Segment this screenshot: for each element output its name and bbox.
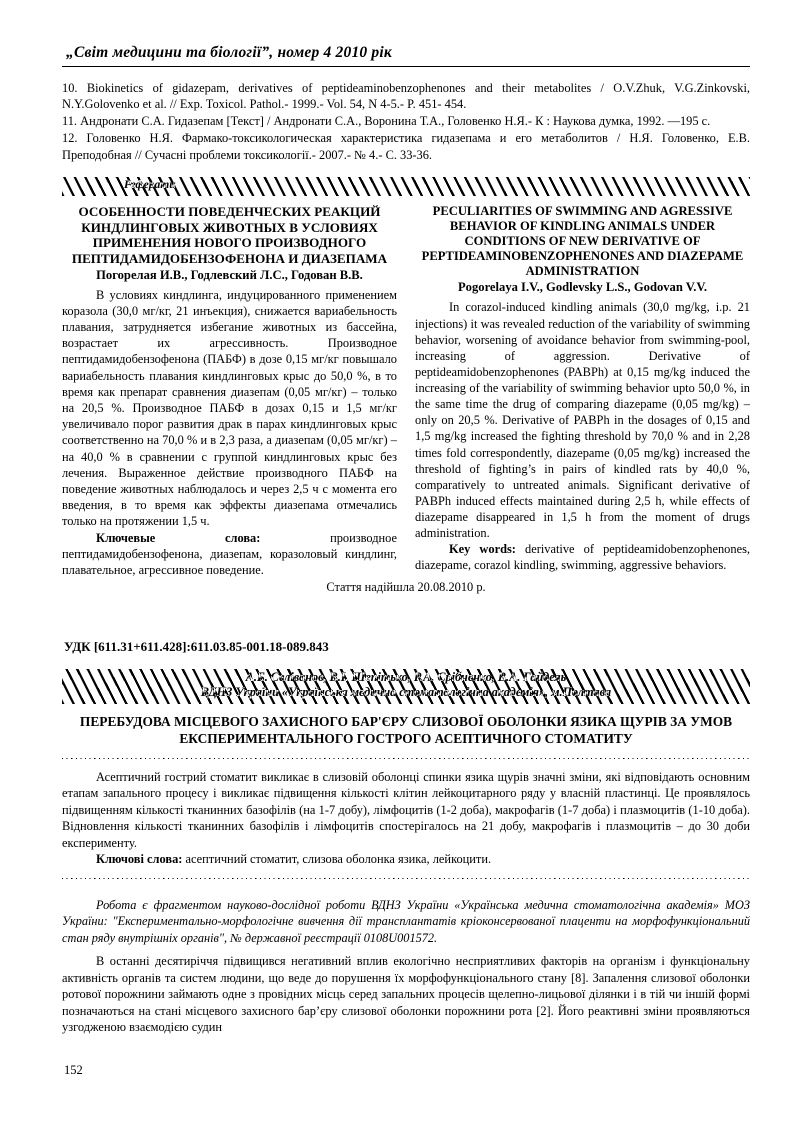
article1-authors-en: Pogorelaya I.V., Godlevsky L.S., Godovan V.V. <box>457 280 708 295</box>
funding-note: Робота є фрагментом науково-дослідної роботи ВДНЗ України «Українська медична стоматологічна академія» МОЗ України: "Експериментально-морфологічне вивчення дії трансплантатів кріоконсервованої плаценти на морфофункціональний стан ряду внутрішніх органів", № державної реєстрації 0108U001572. <box>62 897 750 945</box>
reference-item: 10. Biokinetics of gidazepam, derivatives of peptideaminobenzophenones and their metabolites / O.V.Zhuk, V.G.Zinkovski, N.Y.Golovenko et al. // Exp. Toxicol. Pathol.- 1999.- Vol. 54, N 4-5.- P. 451- 454. <box>62 81 750 112</box>
article1-title-en: PECULIARITIES OF SWIMMING AND AGRESSIVE BEHAVIOR OF KINDLING ANIMALS UNDER CONDITIONS OF NEW DERIVATIVE OF PEPTIDEAMINOBENZOPHENONES AND DIAZEPAME ADMINISTRATION <box>421 203 744 279</box>
article2-affiliation: ВДНЗ України «Українська медична стоматологічна академія», м.Полтава <box>200 685 612 700</box>
wave-divider-bottom <box>62 875 750 882</box>
page-number: 152 <box>64 1063 83 1077</box>
authors-band <box>62 669 750 704</box>
keywords-text-ru: производное пептидамидобензофенона, диазепам, коразоловый киндлинг, плавательное, агрессивное поведение. <box>62 530 397 577</box>
keywords-label-en: Key words: <box>449 542 516 557</box>
article2-keywords <box>62 851 750 867</box>
article2-title: ПЕРЕБУДОВА МІСЦЕВОГО ЗАХИСНОГО БАР'ЄРУ СЛИЗОВОЇ ОБОЛОНКИ ЯЗИКА ЩУРІВ ЗА УМОВ ЕКСПЕРИМЕНТАЛЬНОГО ГОСТРОГО АСЕПТИЧНОГО СТОМАТИТУ <box>79 714 733 746</box>
rubric-band <box>62 177 750 196</box>
article1-keywords-ru <box>62 530 397 579</box>
rubric-label: Реферати <box>124 178 176 191</box>
page-content <box>62 0 750 1036</box>
reference-list <box>62 80 750 163</box>
keywords-label-ru: Ключевые слова: <box>96 530 261 545</box>
keywords-text-en: derivative of peptideamidobenzophenones, diazepame, corazol kindling, swimming, aggressive behaviors. <box>415 542 750 573</box>
reference-item: 11. Андронати С.А. Гидазепам [Текст] / Андронати С.А., Воронина Т.А., Головенко Н.Я.- К : Наукова думка, 1992. —195 с. <box>62 114 711 129</box>
running-head-rule <box>62 66 750 67</box>
article1-abstract-ru: В условиях киндлинга, индуцированного применением коразола (30,0 мг/кг, 21 инъекция), снижается вариабельность плавания, затрудняется избегание животных из бассейна, возрастает их агрессивность. Производное пептидамидобензофенона (ПАБФ) в дозе 0,15 мг/кг повышало вариабельность плавания киндлинговых крыс до 50,0 %, в то время как препарат сравнения диазепам (0,05 мг/кг) – только на 20,5 %. Производное ПАБФ в дозах 0,15 и 1,5 мг/кг увеличивало порог развития драк в парах киндлинговых крыс соответственно на 70,0 % и в 2,3 раза, а диазепам (0,05 мг/кг) – на 40,0 % в сравнении с группой киндлинговых крыс без лечения. Выраженное действие производного ПАБФ на поведение животных наблюдалось и через 2,5 ч с момента его введения, в то время как эффекты диазепама отмечались только на протяжении 1,5 ч. <box>62 287 397 529</box>
keywords-label-ua: Ключові слова: <box>96 852 183 867</box>
keywords-text-ua: асептичний стоматит, слизова оболонка язика, лейкоцити. <box>185 852 492 867</box>
article1-title-ru: ОСОБЕННОСТИ ПОВЕДЕНЧЕСКИХ РЕАКЦИЙ КИНДЛИНГОВЫХ ЖИВОТНЫХ В УСЛОВИЯХ ПРИМЕНЕНИЯ НОВОГО ПРОИЗВОДНОГО ПЕПТИДАМИДОБЕНЗОФЕНОНА И ДИАЗЕПАМА <box>71 203 388 266</box>
abstract-columns <box>62 204 750 578</box>
running-head: „Світ медицини та біології”, номер 4 2010 рік <box>66 44 392 61</box>
abstract-column-en <box>415 204 750 578</box>
article1-keywords-en <box>415 541 750 573</box>
article1-abstract-en: In corazol-induced kindling animals (30,0 mg/kg, i.p. 21 injections) it was revealed reduction of the variability of swimming behavior, worsening of avoidance behavior from swimming-pool, increasing of aggression. Derivative of peptideamidobenzophenones (PABPh) at 0,15 mg/kg induced the increasing of the variability of swimming behavior upto 50,0 %, in the same time the drug of comparing diazepame (0,05 mg/kg) – only on 20,5 %. Derivative of PABPh in the dosages of 0,15 and 1,5 mg/kg increased the fighting threshold by 70,0 % and in 2,28 times fold correspondently, diazepame (0,05 mg/kg) increased the threshold of fighting’s in pairs of kindled rats by 40,0 %, comparatively to untreated animals. Significant derivative of PABPh induced effects maintained during 2,5 h, while effects of diazepame disappeared in 1,5 h from the moment of drugs administration. <box>415 300 750 541</box>
reference-item: 12. Головенко Н.Я. Фармако-токсикологическая характеристика гидазепама и его метаболитов / Н.Я. Головенко, Е.В. Преподобная // Сучасні проблеми токсикології.- 2007.- № 4.- С. 33-36. <box>62 131 750 162</box>
wave-divider-top <box>62 755 750 762</box>
abstract-column-ru <box>62 204 397 578</box>
article2-abstract: Асептичний гострий стоматит викликає в слизовій оболонці спинки язика щурів значні зміни, які відповідають основним етапам запального процесу і викликає підвищення кількості клітин лейкоцитарного ряду у власній пластинці. Це проявлялось підвищенням кількості тканинних базофілів (на 1-7 добу), лімфоцитів (1-2 доба), макрофагів (1-7 доба) і плазмоцитів (1-10 доба). Відновлення кількості тканинних базофілів і лімфоцитів спостерігалось на 21 добу, макрофагів і плазмоцитів – до 30 доби експерименту. <box>62 769 750 850</box>
udk-code: УДК [611.31+611.428]:611.03.85-001.18-089.843 <box>64 639 329 655</box>
received-date: Стаття надійшла 20.08.2010 р. <box>326 580 486 595</box>
article2-authors: А.Б. Селіванов, В.І. Шепітько, Р.А. Срібненко, В.А. Гайдель <box>245 670 567 685</box>
article2-body: В останні десятиріччя підвищився негативний вплив екологічно несприятливих факторів на організм і функціональну активність органів та систем людини, що веде до порушення їх морфофункціонального стану [8]. Запалення слизової оболонки ротової порожнини займають одне з провідних місць серед запальних процесів щелепно-лицьової ділянки і в тій чи іншій формі позначаються на стані місцевого захисного бар’єру слизової оболонки порожнини рота [2]. Його реактивні зміни проявляються узгодженою взаємодією судин <box>62 954 750 1035</box>
article1-authors-ru: Погорелая И.В., Годлевский Л.С., Годован В.В. <box>96 267 363 282</box>
